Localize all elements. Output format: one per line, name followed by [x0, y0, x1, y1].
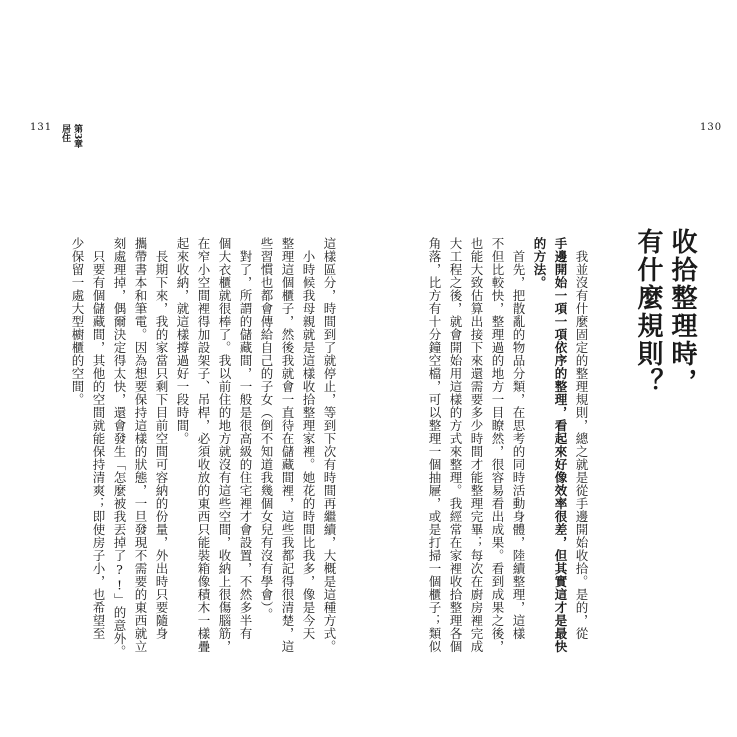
body-column: 些習慣也都會傳給自己的子女（倒不知道我幾個女兒有沒有學會）。 — [259, 237, 274, 621]
body-column: 我並沒有什麼固定的整理規則，總之就是從手邊開始收拾。是的，從 — [574, 250, 589, 640]
body-column: 只要有個儲藏間，其他的空間就能保持清爽；即使房子小，也希望至 — [91, 250, 106, 640]
body-column: 的方法。 — [532, 237, 547, 289]
left-page-number: 131 — [30, 122, 53, 133]
body-column: 也能大致估算出接下來還需要多少時間才能整理完畢；每次在廚房裡完成 — [469, 237, 484, 653]
page-title: 收拾整理時， — [667, 228, 697, 396]
body-column: 個大衣櫃就很棒了。我以前住的地方就沒有這些空間，收納上很傷腦筋， — [217, 237, 232, 653]
chapter-label: 第3章 — [72, 124, 82, 149]
chapter-title: 居住 — [60, 124, 70, 142]
body-column: 長期下來，我的家當只剩下目前空間可容納的份量，外出時只要隨身 — [154, 250, 169, 640]
body-column: 整理這個櫃子，然後我就會一直待在儲藏間裡，這些我都記得很清楚，這 — [280, 237, 295, 653]
body-column: 刻處理掉，偶爾決定得太快，還會發生「怎麼被我丟掉了?!」的意外。 — [112, 237, 127, 658]
body-column: 首先，把散亂的物品分類，在思考的同時活動身體，陸續整理，這樣 — [511, 250, 526, 640]
body-column: 手邊開始一項一項依序的整理，看起來好像效率很差，但其實這才是最快 — [553, 237, 568, 653]
body-column: 大工程之後，就會開始用這樣的方式來整理。我經常在家裡收拾整理各個 — [448, 237, 463, 653]
page-title: 有什麼規則？ — [633, 228, 663, 396]
body-column: 對了，所謂的儲藏間，一般是很高級的住宅裡才會設置，不然多半有 — [238, 250, 253, 640]
body-column: 小時候我母親就是這樣收拾整理家裡。她花的時間比我多，像是今天 — [301, 250, 316, 640]
body-column: 不但比較快，整理過的地方一目瞭然，很容易看出成果。看到成果之後， — [490, 237, 505, 653]
right-page — [368, 0, 737, 737]
left-page — [0, 0, 368, 737]
body-column: 起來收納，就這樣撐過好一段時間。 — [175, 237, 190, 445]
body-column: 這樣區分，時間到了就停止，等到下次有時間再繼續，大概是這種方式。 — [322, 237, 337, 653]
body-column: 少保留一處大型櫥櫃的空間。 — [70, 237, 85, 406]
body-column: 角落，比方有十分鐘空檔，可以整理一個抽屜，或是打掃一個櫃子；類似 — [427, 237, 442, 653]
right-page-number: 130 — [700, 122, 723, 133]
body-column: 在窄小空間裡得加設架子、吊桿，必須收放的東西只能裝箱像積木一樣疊 — [196, 237, 211, 653]
body-column: 攜帶書本和筆電。因為想要保持這樣的狀態，一旦發現不需要的東西就立 — [133, 237, 148, 653]
